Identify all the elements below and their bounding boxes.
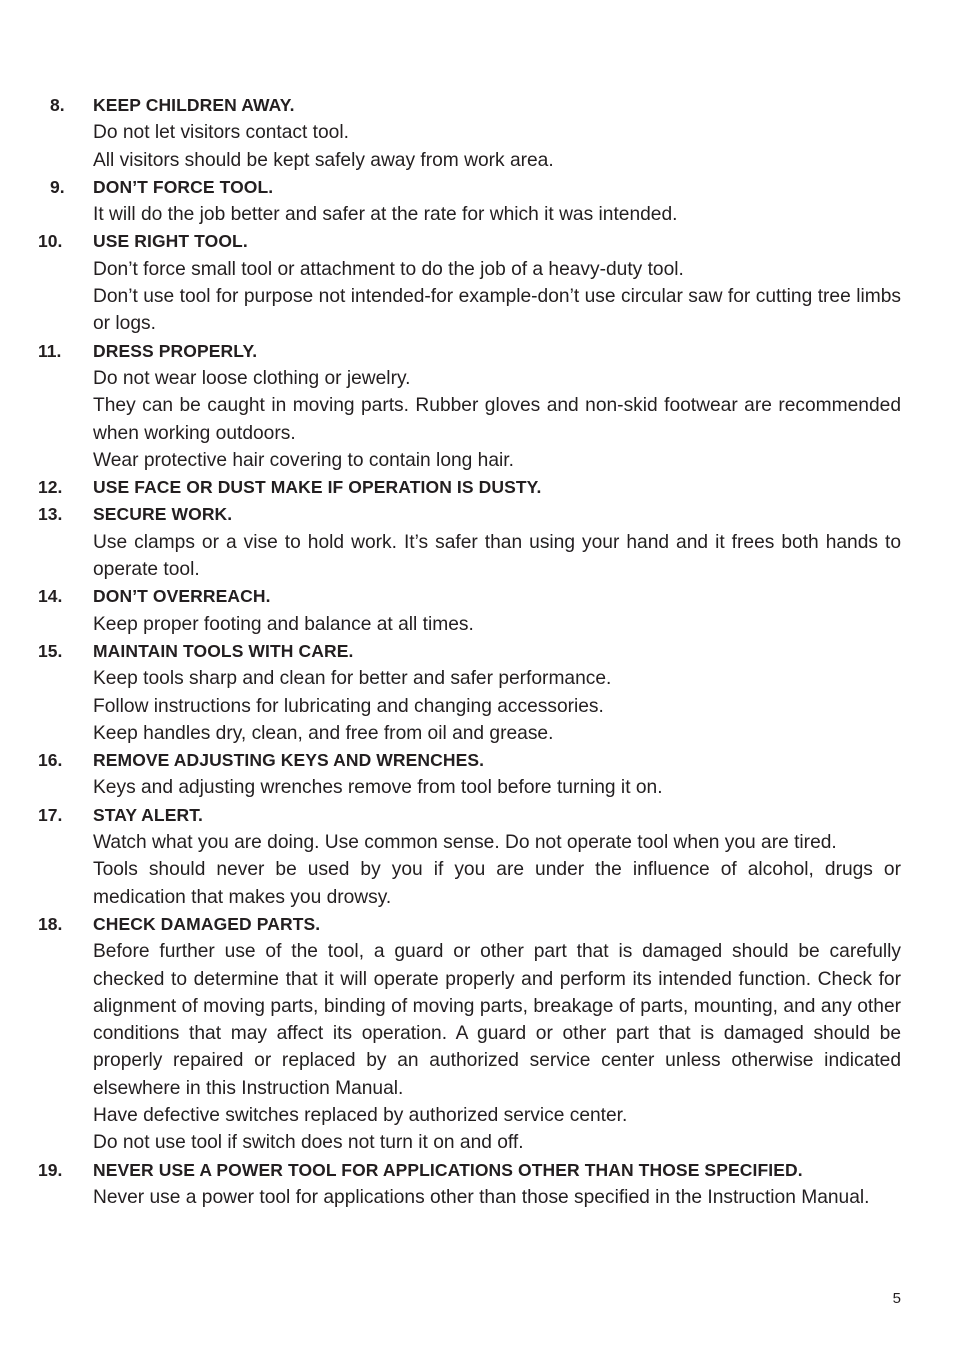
rule-content bbox=[93, 583, 901, 638]
safety-rule bbox=[38, 747, 901, 802]
page-number: 5 bbox=[892, 1290, 901, 1307]
rule-text: Have defective switches replaced by authorized service center. bbox=[93, 1104, 628, 1126]
rule-text: Do not let visitors contact tool. bbox=[93, 122, 349, 144]
rule-text: Keep proper footing and balance at all times. bbox=[93, 613, 474, 635]
safety-rule bbox=[38, 1157, 901, 1212]
rule-title: NEVER USE A POWER TOOL FOR APPLICATIONS OTHER THAN THOSE SPECIFIED. bbox=[93, 1159, 803, 1180]
rule-number: 9. bbox=[50, 176, 65, 197]
rule-text: All visitors should be kept safely away from work area. bbox=[93, 149, 554, 171]
rule-content bbox=[93, 338, 901, 474]
safety-rule bbox=[38, 802, 901, 911]
rule-title: REMOVE ADJUSTING KEYS AND WRENCHES. bbox=[93, 750, 485, 771]
rule-title: DRESS PROPERLY. bbox=[93, 340, 258, 361]
rule-title: DON’T FORCE TOOL. bbox=[93, 176, 274, 197]
rule-content bbox=[93, 1157, 901, 1212]
rule-text: Don’t force small tool or attachment to do the job of a heavy-duty tool. bbox=[93, 258, 684, 280]
rule-title: USE RIGHT TOOL. bbox=[93, 231, 248, 252]
rule-title: SECURE WORK. bbox=[93, 504, 233, 525]
rule-text: Before further use of the tool, a guard or other part that is damaged should be carefully checked to determine that it will operate properly and perform its intended function. Check for alignment of moving parts, binding of moving parts, breakage of parts, mounting, and any other conditions that may affect its operation. A guard or other part that is damaged should be properly repaired or replaced by an authorized service center unless otherwise indicated elsewhere in this Instruction Manual. bbox=[93, 941, 901, 1099]
rule-number: 14. bbox=[38, 586, 63, 607]
rule-text: Do not use tool if switch does not turn it on and off. bbox=[93, 1132, 524, 1154]
rule-number: 12. bbox=[38, 477, 63, 498]
rule-content bbox=[93, 228, 901, 337]
safety-rule bbox=[38, 92, 901, 174]
rule-text: Keep tools sharp and clean for better and safer performance. bbox=[93, 668, 612, 690]
rule-text: Keep handles dry, clean, and free from oil and grease. bbox=[93, 722, 554, 744]
rule-title: MAINTAIN TOOLS WITH CARE. bbox=[93, 640, 354, 661]
rule-text: Don’t use tool for purpose not intended-for example-don’t use circular saw for cutting tree limbs or logs. bbox=[93, 286, 901, 335]
rule-content bbox=[93, 92, 901, 174]
rule-text: They can be caught in moving parts. Rubber gloves and non-skid footwear are recommended when working outdoors. bbox=[93, 395, 901, 444]
rule-text: Wear protective hair covering to contain long hair. bbox=[93, 449, 514, 471]
safety-rule bbox=[38, 501, 901, 583]
rule-text: Keys and adjusting wrenches remove from tool before turning it on. bbox=[93, 777, 663, 799]
rule-text: Tools should never be used by you if you are under the influence of alcohol, drugs or medication that makes you drowsy. bbox=[93, 859, 901, 908]
safety-rule bbox=[38, 228, 901, 337]
rule-number: 17. bbox=[38, 804, 63, 825]
rule-text: It will do the job better and safer at the rate for which it was intended. bbox=[93, 204, 678, 226]
rule-number: 19. bbox=[38, 1159, 63, 1180]
rule-content bbox=[93, 174, 901, 229]
rule-number: 11. bbox=[38, 340, 62, 361]
rule-content bbox=[93, 638, 901, 747]
rule-title: KEEP CHILDREN AWAY. bbox=[93, 95, 295, 115]
rule-content bbox=[93, 747, 901, 802]
rule-content bbox=[93, 911, 901, 1157]
safety-rules-list bbox=[38, 92, 901, 1211]
safety-rule bbox=[38, 474, 901, 501]
rule-number: 15. bbox=[38, 640, 63, 661]
rule-number: 18. bbox=[38, 913, 63, 934]
rule-text: Never use a power tool for applications other than those specified in the Instruction Manual. bbox=[93, 1186, 870, 1208]
safety-rule bbox=[38, 911, 901, 1157]
safety-rule bbox=[38, 338, 901, 474]
rule-text: Do not wear loose clothing or jewelry. bbox=[93, 367, 411, 389]
rule-number: 8. bbox=[50, 95, 65, 115]
safety-rule bbox=[38, 174, 901, 229]
rule-text: Use clamps or a vise to hold work. It’s safer than using your hand and it frees both hands to operate tool. bbox=[93, 531, 901, 581]
rule-text: Watch what you are doing. Use common sense. Do not operate tool when you are tired. bbox=[93, 832, 837, 854]
rule-number: 13. bbox=[38, 504, 63, 525]
rule-content bbox=[93, 802, 901, 911]
rule-text: Follow instructions for lubricating and changing accessories. bbox=[93, 695, 604, 717]
safety-rule bbox=[38, 638, 901, 747]
rule-title: USE FACE OR DUST MAKE IF OPERATION IS DUSTY. bbox=[93, 477, 542, 498]
rule-title: DON’T OVERREACH. bbox=[93, 586, 271, 607]
rule-number: 16. bbox=[38, 750, 63, 771]
safety-rule bbox=[38, 583, 901, 638]
rule-content bbox=[93, 501, 901, 583]
rule-title: STAY ALERT. bbox=[93, 804, 204, 825]
rule-content bbox=[93, 474, 901, 501]
rule-title: CHECK DAMAGED PARTS. bbox=[93, 913, 321, 934]
rule-number: 10. bbox=[38, 231, 63, 252]
